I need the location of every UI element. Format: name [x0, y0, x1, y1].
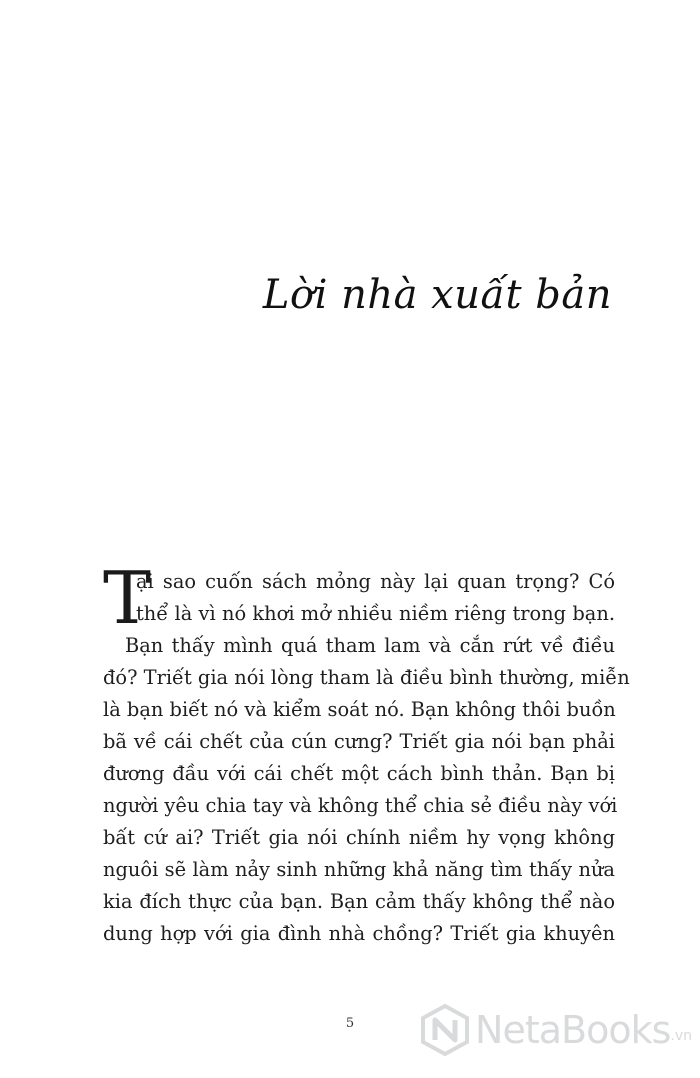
text-line: dung hợp với gia đình nhà chồng? Triết gia khuyên [103, 922, 615, 945]
text-line: ại sao cuốn sách mỏng này lại quan trọng? Có [136, 570, 615, 593]
watermark-brand: NetaBooks [475, 1008, 671, 1052]
text-line: bã về cái chết của cún cưng? Triết gia nói bạn phải [103, 730, 615, 753]
body-text [103, 556, 630, 950]
page-number: 5 [345, 1016, 355, 1031]
text-line: đó? Triết gia nói lòng tham là điều bình thường, miễn [103, 666, 630, 689]
watermark-suffix: .vn [670, 1028, 692, 1044]
text-line: là bạn biết nó và kiểm soát nó. Bạn không thôi buồn [103, 698, 616, 721]
drop-cap: T [103, 556, 152, 640]
text-line: nguôi sẽ làm nảy sinh những khả năng tìm thấy nửa [103, 858, 615, 881]
chapter-title: Lời nhà xuất bản [262, 272, 612, 318]
text-line: thể là vì nó khơi mở nhiều niềm riêng trong bạn. [136, 602, 615, 625]
text-line: bất cứ ai? Triết gia nói chính niềm hy vọng không [103, 826, 615, 849]
text-line: Bạn thấy mình quá tham lam và cắn rứt về điều [125, 634, 615, 657]
text-line: đương đầu với cái chết một cách bình thản. Bạn bị [103, 762, 615, 785]
netabooks-logo-icon [419, 1004, 471, 1056]
text-line: người yêu chia tay và không thể chia sẻ điều này với [103, 794, 618, 817]
text-line: kia đích thực của bạn. Bạn cảm thấy không thể nào [103, 890, 615, 913]
watermark [419, 1004, 692, 1056]
